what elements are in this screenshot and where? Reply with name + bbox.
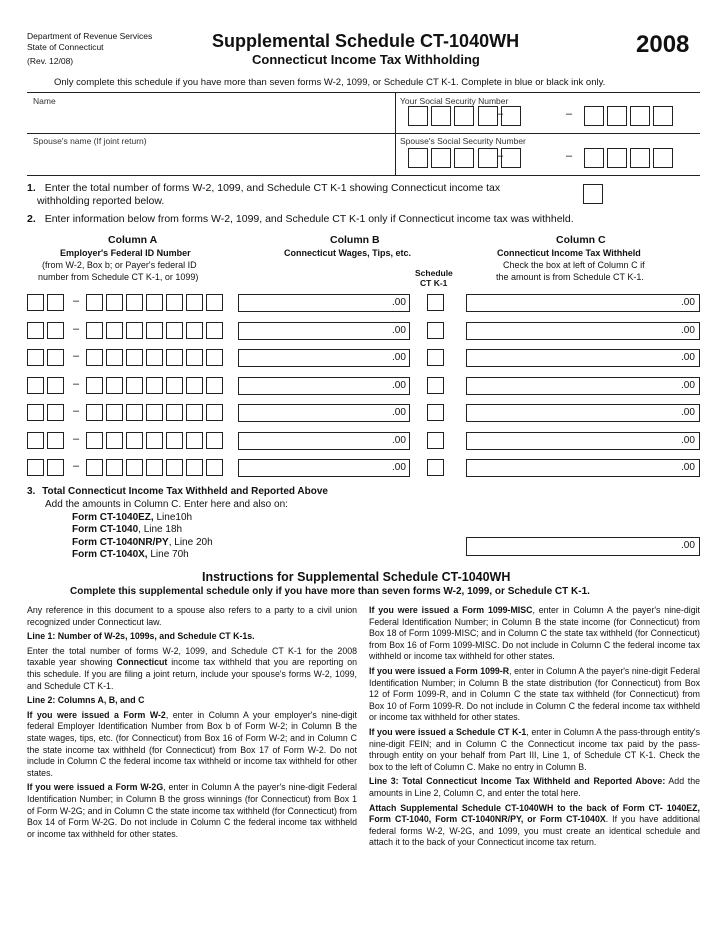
fein-digit-box[interactable]	[106, 404, 123, 421]
column-a-note2: number from Schedule CT K-1, or 1099)	[38, 272, 199, 282]
line3-total-field[interactable]	[466, 537, 700, 556]
fein-digit-box[interactable]	[47, 349, 64, 366]
fein-digit-box[interactable]	[126, 459, 143, 476]
schedule-k1-checkbox[interactable]	[427, 404, 444, 421]
fein-digit-box[interactable]	[47, 322, 64, 339]
tax-withheld-cents: .00	[681, 434, 695, 446]
fein-digit-box[interactable]	[146, 349, 163, 366]
ssn-dash: –	[566, 108, 573, 120]
line3-form-item: Form CT-1040X, Line 70h	[72, 549, 189, 561]
fein-digit-box[interactable]	[186, 459, 203, 476]
line1-instr-heading: Line 1: Number of W-2s, 1099s, and Schedule CT K-1s.	[27, 631, 255, 642]
column-a-title: Column A	[108, 234, 158, 246]
fein-digit-box[interactable]	[206, 432, 223, 449]
fein-digit-box[interactable]	[166, 294, 183, 311]
ssn-digit-box[interactable]	[501, 148, 521, 168]
fein-digit-box[interactable]	[206, 404, 223, 421]
ssn-dash: –	[497, 108, 504, 120]
name-label: Name	[33, 96, 56, 106]
fein-digit-box[interactable]	[146, 432, 163, 449]
fein-digit-box[interactable]	[47, 432, 64, 449]
fein-digit-box[interactable]	[206, 377, 223, 394]
fein-dash: –	[73, 432, 80, 445]
column-a-subtitle: Employer's Federal ID Number	[60, 248, 191, 258]
line3-total-cents: .00	[681, 540, 695, 551]
tax-withheld-input[interactable]	[466, 294, 700, 312]
fein-digit-box[interactable]	[86, 404, 103, 421]
state-name: State of Connecticut	[27, 42, 104, 52]
line1-text-cont: withholding reported below.	[37, 195, 165, 207]
ssn-digit-box[interactable]	[431, 148, 451, 168]
ssn-digit-box[interactable]	[607, 106, 627, 126]
fein-digit-box[interactable]	[86, 377, 103, 394]
line3-title: Total Connecticut Income Tax Withheld and Reported Above	[42, 486, 328, 497]
fein-digit-box[interactable]	[106, 432, 123, 449]
fein-digit-box[interactable]	[126, 377, 143, 394]
fein-dash: –	[73, 295, 80, 307]
tax-withheld-cents: .00	[681, 352, 695, 363]
fein-digit-box[interactable]	[106, 377, 123, 394]
fein-digit-box[interactable]	[126, 349, 143, 366]
wages-cents: .00	[392, 379, 406, 391]
fein-digit-box[interactable]	[126, 404, 143, 421]
ssn-digit-box[interactable]	[584, 148, 604, 168]
spouse-name-field[interactable]	[33, 148, 388, 168]
line3-forms	[72, 512, 213, 562]
line3-form-item: Form CT-1040EZ, Line10h	[72, 512, 193, 523]
fein-digit-box[interactable]	[27, 404, 44, 421]
tax-withheld-cents: .00	[681, 297, 695, 308]
fein-digit-box[interactable]	[27, 349, 44, 366]
fein-digit-box[interactable]	[166, 459, 183, 476]
tax-withheld-cents: .00	[681, 324, 695, 336]
fein-digit-box[interactable]	[86, 432, 103, 449]
line3-form-item: Form CT-1040NR/PY, Line 20h	[72, 536, 213, 548]
wages-cents: .00	[392, 462, 406, 473]
wages-input[interactable]	[238, 404, 410, 422]
column-c-note2: the amount is from Schedule CT K-1.	[496, 272, 644, 282]
fein-digit-box[interactable]	[47, 294, 64, 311]
tax-withheld-cents: .00	[681, 379, 695, 391]
fein-digit-box[interactable]	[27, 322, 44, 339]
1099r-instr: If you were issued a Form 1099-R, enter in Column A the payer's nine-digit Federal Identification Number; in Column B the state distribution (for Connecticut) from Box 12 of Form 1099-R, and in Column C the state tax withheld (for Connecticut) from Box 10 of Form 1099-R. Do not include in Column C the federal income tax withheld or income tax withheld for other states.	[369, 665, 700, 723]
fein-digit-box[interactable]	[126, 432, 143, 449]
fein-digit-box[interactable]	[47, 377, 64, 394]
line3-num: 3.	[27, 486, 36, 497]
line1-count-input[interactable]	[583, 184, 603, 204]
fein-digit-box[interactable]	[206, 322, 223, 339]
fein-digit-box[interactable]	[146, 322, 163, 339]
ssn-digit-box[interactable]	[478, 106, 498, 126]
instructions-title: Instructions for Supplemental Schedule CT-1040WH	[202, 570, 511, 584]
ssn-digit-box[interactable]	[501, 106, 521, 126]
wages-cents: .00	[392, 352, 406, 363]
spouse-ssn-label: Spouse's Social Security Number	[400, 136, 526, 146]
fein-digit-box[interactable]	[27, 294, 44, 311]
ssn-digit-box[interactable]	[408, 148, 428, 168]
dept-name: Department of Revenue Services	[27, 31, 153, 41]
spouse-name-label: Spouse's name (If joint return)	[33, 136, 147, 146]
fein-digit-box[interactable]	[186, 432, 203, 449]
line3	[27, 486, 328, 497]
fein-digit-box[interactable]	[106, 294, 123, 311]
wages-cents: .00	[392, 407, 406, 418]
form-subtitle: Connecticut Income Tax Withholding	[252, 52, 480, 67]
fein-dash: –	[73, 322, 80, 335]
ssn-digit-box[interactable]	[584, 106, 604, 126]
line2	[27, 213, 574, 225]
fein-digit-box[interactable]	[166, 377, 183, 394]
ssn-label: Your Social Security Number	[400, 96, 509, 106]
line2-instr-heading: Line 2: Columns A, B, and C	[27, 695, 145, 706]
tax-withheld-input[interactable]	[466, 322, 700, 340]
wages-input[interactable]	[238, 322, 410, 340]
fein-digit-box[interactable]	[166, 432, 183, 449]
fein-digit-box[interactable]	[86, 294, 103, 311]
fein-digit-box[interactable]	[86, 322, 103, 339]
ssn-dash: –	[566, 150, 573, 162]
fein-digit-box[interactable]	[166, 349, 183, 366]
ssn-digit-box[interactable]	[630, 106, 650, 126]
fein-digit-box[interactable]	[47, 404, 64, 421]
schedule-k1-checkbox[interactable]	[427, 377, 444, 394]
fein-digit-box[interactable]	[186, 322, 203, 339]
fein-digit-box[interactable]	[206, 294, 223, 311]
instructions-subtitle: Complete this supplemental schedule only if you have more than seven forms W-2, 1099, or Schedule CT K-1.	[70, 586, 590, 597]
fein-digit-box[interactable]	[166, 404, 183, 421]
completion-notice: Only complete this schedule if you have more than seven forms W-2, 1099, or Schedule CT K-1. Complete in blue or black ink only.	[54, 77, 606, 88]
instructions-left-column	[27, 605, 357, 843]
wages-cents: .00	[392, 297, 406, 308]
line1-instr: Enter the total number of forms W-2, 1099, and Schedule CT K-1 for the 2008 taxable year showing Connecticut income tax withheld that you are reporting on this schedule. If you are filing a joint return, include your spouse's forms W-2, 1099, and Schedule CT K-1.	[27, 645, 358, 691]
line1-text: Enter the total number of forms W-2, 1099, and Schedule CT K-1 showing Connecticut income tax	[44, 182, 501, 194]
w2-instr: If you were issued a Form W-2, enter in Column A your employer's nine-digit federal Employer Identification Number from Box b of Form W-2; in Column B the state wages, tips, etc. (for Connecticut) from Box 16 of Form W-2; and in Column C the state income tax withheld (for Connecticut) from Box 17 of Form W-2. Do not include in Column C the federal income tax withheld or income tax withheld for other states.	[27, 709, 357, 778]
tax-withheld-input[interactable]	[466, 459, 700, 477]
k1-label-1: Schedule	[415, 268, 453, 278]
instructions-right-column	[369, 605, 700, 852]
fein-digit-box[interactable]	[86, 459, 103, 476]
ssn-digit-box[interactable]	[653, 148, 673, 168]
tax-withheld-input[interactable]	[466, 349, 700, 367]
ssn-digit-box[interactable]	[653, 106, 673, 126]
fein-digit-box[interactable]	[106, 459, 123, 476]
k1-label-2: CT K-1	[420, 278, 448, 288]
wages-cents: .00	[392, 434, 406, 446]
fein-digit-box[interactable]	[126, 322, 143, 339]
tax-year: 2008	[636, 31, 690, 58]
tax-withheld-input[interactable]	[466, 377, 700, 395]
tax-withheld-cents: .00	[681, 462, 695, 473]
tax-withheld-input[interactable]	[466, 404, 700, 422]
fein-digit-box[interactable]	[106, 349, 123, 366]
line3-intro: Add the amounts in Column C. Enter here and also on:	[45, 499, 288, 510]
name-field[interactable]	[33, 108, 388, 128]
revision-date: (Rev. 12/08)	[27, 56, 74, 66]
fein-digit-box[interactable]	[146, 459, 163, 476]
fein-digit-box[interactable]	[166, 322, 183, 339]
line3-form-item: Form CT-1040, Line 18h	[72, 524, 183, 536]
column-b-title: Column B	[330, 234, 380, 246]
ssn-digit-box[interactable]	[408, 106, 428, 126]
fein-digit-box[interactable]	[186, 349, 203, 366]
fein-digit-box[interactable]	[106, 322, 123, 339]
fein-digit-box[interactable]	[206, 459, 223, 476]
agency-block	[27, 31, 152, 67]
column-c-subtitle: Connecticut Income Tax Withheld	[497, 248, 641, 258]
column-c-note1: Check the box at left of Column C if	[503, 260, 645, 270]
fein-digit-box[interactable]	[27, 432, 44, 449]
form-title: Supplemental Schedule CT-1040WH	[212, 31, 520, 51]
line2-text: Enter information below from forms W-2, 1099, and Schedule CT K-1 only if Connecticut income tax was withheld.	[44, 213, 574, 225]
fein-digit-box[interactable]	[47, 459, 64, 476]
ssn-digit-box[interactable]	[454, 106, 474, 126]
wages-input[interactable]	[238, 377, 410, 395]
ssn-digit-box[interactable]	[454, 148, 474, 168]
fein-digit-box[interactable]	[146, 294, 163, 311]
wages-input[interactable]	[238, 432, 410, 450]
wages-cents: .00	[392, 324, 406, 336]
column-c-title: Column C	[556, 234, 606, 246]
column-a-note1: (from W-2, Box b; or Payer's federal ID	[42, 260, 197, 270]
fein-digit-box[interactable]	[206, 349, 223, 366]
schedule-k1-checkbox[interactable]	[427, 322, 444, 339]
w2g-instr: If you were issued a Form W-2G, enter in Column A the payer's nine-digit Federal Identification Number; in Column B the gross winnings (for Connecticut) from Box 1 of Form W-2G; and in Column C the state income tax withheld (for Connecticut) from Box 14 of Form W-2G. Do not include in Column C the federal income tax withheld or income tax withheld for other states.	[27, 782, 357, 839]
tax-withheld-cents: .00	[681, 407, 695, 418]
fein-digit-box[interactable]	[86, 349, 103, 366]
tax-withheld-input[interactable]	[466, 432, 700, 450]
line3-instr: Line 3: Total Connecticut Income Tax Withheld and Reported Above: Add the amounts in Line 2, Column C, and enter the total here.	[369, 776, 700, 798]
fein-digit-box[interactable]	[186, 404, 203, 421]
ssn-digit-box[interactable]	[607, 148, 627, 168]
fein-digit-box[interactable]	[186, 377, 203, 394]
schedule-k1-checkbox[interactable]	[427, 349, 444, 366]
attach-instr: Attach Supplemental Schedule CT-1040WH to the back of Form CT- 1040EZ, Form CT-1040, Form CT-1040NR/PY, or Form CT-1040X. If you have additional federal forms W-2, W-2G, and 1099, you must create an identical schedule and attach it to the back of your Connecticut income tax return.	[369, 802, 701, 848]
spouse-note: Any reference in this document to a spouse also refers to a party to a civil union recognized under Connecticut law.	[27, 605, 357, 627]
wages-input[interactable]	[238, 294, 410, 312]
fein-digit-box[interactable]	[27, 459, 44, 476]
fein-dash: –	[73, 350, 80, 362]
schedule-k1-checkbox[interactable]	[427, 432, 444, 449]
wages-input[interactable]	[238, 349, 410, 367]
column-b-subtitle: Connecticut Wages, Tips, etc.	[284, 248, 412, 258]
1099misc-instr: If you were issued a Form 1099-MISC, enter in Column A the payer's nine-digit Federal Identification Number; in Column B the state income (for Connecticut) from Box 18 of Form 1099-MISC; and in Column C the state tax withheld (for Connecticut) from Box 16 of Form 1099-MISC. Do not include in Column C the federal income tax withheld or income tax withheld for other states.	[369, 605, 700, 662]
ssn-dash: –	[497, 150, 504, 162]
fein-digit-box[interactable]	[126, 294, 143, 311]
schedule-k1-checkbox[interactable]	[427, 459, 444, 476]
fein-dash: –	[73, 460, 80, 472]
fein-dash: –	[73, 377, 80, 390]
fein-digit-box[interactable]	[146, 404, 163, 421]
line1-num: 1.	[27, 182, 36, 194]
fein-digit-box[interactable]	[186, 294, 203, 311]
ssn-digit-box[interactable]	[630, 148, 650, 168]
fein-digit-box[interactable]	[146, 377, 163, 394]
ssn-digit-box[interactable]	[431, 106, 451, 126]
k1-instr: If you were issued a Schedule CT K-1, enter in Column A the pass-through entity's nine-digit FEIN; and in Column C the Connecticut income tax paid by the pass-through entity on your behalf from Part III, Line 1, of Schedule CT K-1. Check the box to the left of Column C. Make no entry in Column B.	[369, 726, 700, 772]
wages-input[interactable]	[238, 459, 410, 477]
fein-dash: –	[73, 405, 80, 417]
fein-digit-box[interactable]	[27, 377, 44, 394]
line1	[27, 182, 500, 194]
line2-num: 2.	[27, 213, 36, 225]
ssn-digit-box[interactable]	[478, 148, 498, 168]
schedule-k1-checkbox[interactable]	[427, 294, 444, 311]
